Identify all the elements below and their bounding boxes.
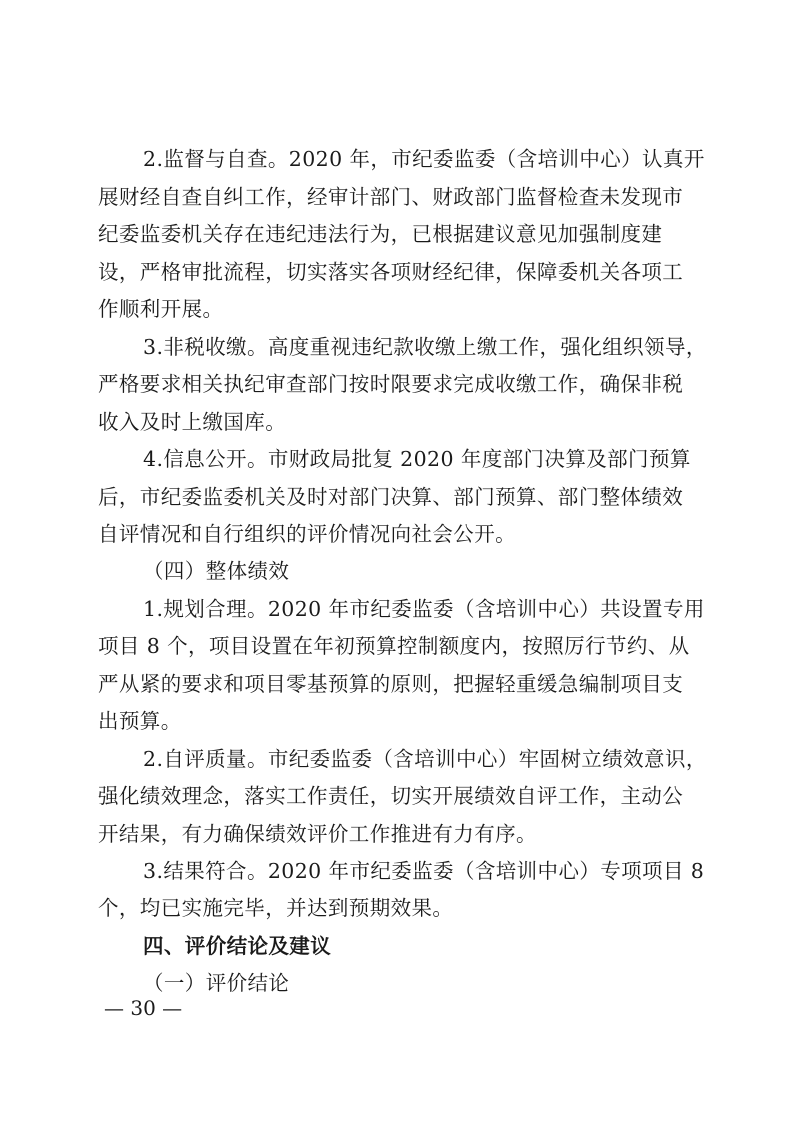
paragraph-line: 3.结果符合。2020 年市纪委监委（含培训中心）专项项目 8: [143, 859, 705, 883]
paragraph-line: 出预算。: [98, 709, 182, 733]
paragraph-line: 严格要求相关执纪审查部门按时限要求完成收缴工作，确保非税: [98, 372, 684, 396]
paragraph-line: 展财经自查自纠工作，经审计部门、财政部门监督检查未发现市: [98, 185, 684, 209]
paragraph-line: 个，均已实施完毕，并达到预期效果。: [98, 896, 454, 920]
paragraph-line: 自评情况和自行组织的评价情况向社会公开。: [98, 522, 516, 546]
paragraph-line: 设，严格审批流程，切实落实各项财经纪律，保障委机关各项工: [98, 260, 684, 284]
paragraph-line: 1.规划合理。2020 年市纪委监委（含培训中心）共设置专用: [143, 597, 705, 621]
paragraph-line: 严从紧的要求和项目零基预算的原则，把握轻重缓急编制项目支: [98, 672, 684, 696]
page-number: — 30 —: [104, 996, 183, 1020]
paragraph-line: 后，市纪委监委机关及时对部门决算、部门预算、部门整体绩效: [98, 485, 684, 509]
paragraph-line: 4.信息公开。市财政局批复 2020 年度部门决算及部门预算: [143, 447, 691, 471]
paragraph-line: 2.自评质量。市纪委监委（含培训中心）牢固树立绩效意识，: [143, 747, 707, 771]
paragraph-line: 3.非税收缴。高度重视违纪款收缴上缴工作，强化组织领导，: [143, 335, 707, 359]
paragraph-line: 2.监督与自查。2020 年，市纪委监委（含培训中心）认真开: [143, 147, 705, 171]
section-subheading: （四）整体绩效: [143, 559, 290, 583]
paragraph-line: 收入及时上缴国库。: [98, 410, 287, 434]
paragraph-line: 项目 8 个，项目设置在年初预算控制额度内，按照厉行节约、从: [98, 634, 690, 658]
paragraph-line: 纪委监委机关存在违纪违法行为，已根据建议意见加强制度建: [98, 222, 663, 246]
section-heading: 四、评价结论及建议: [143, 934, 332, 958]
section-subheading: （一）评价结论: [143, 971, 290, 995]
paragraph-line: 强化绩效理念，落实工作责任，切实开展绩效自评工作，主动公: [98, 784, 684, 808]
paragraph-line: 开结果，有力确保绩效评价工作推进有力有序。: [98, 822, 537, 846]
paragraph-line: 作顺利开展。: [98, 297, 224, 321]
